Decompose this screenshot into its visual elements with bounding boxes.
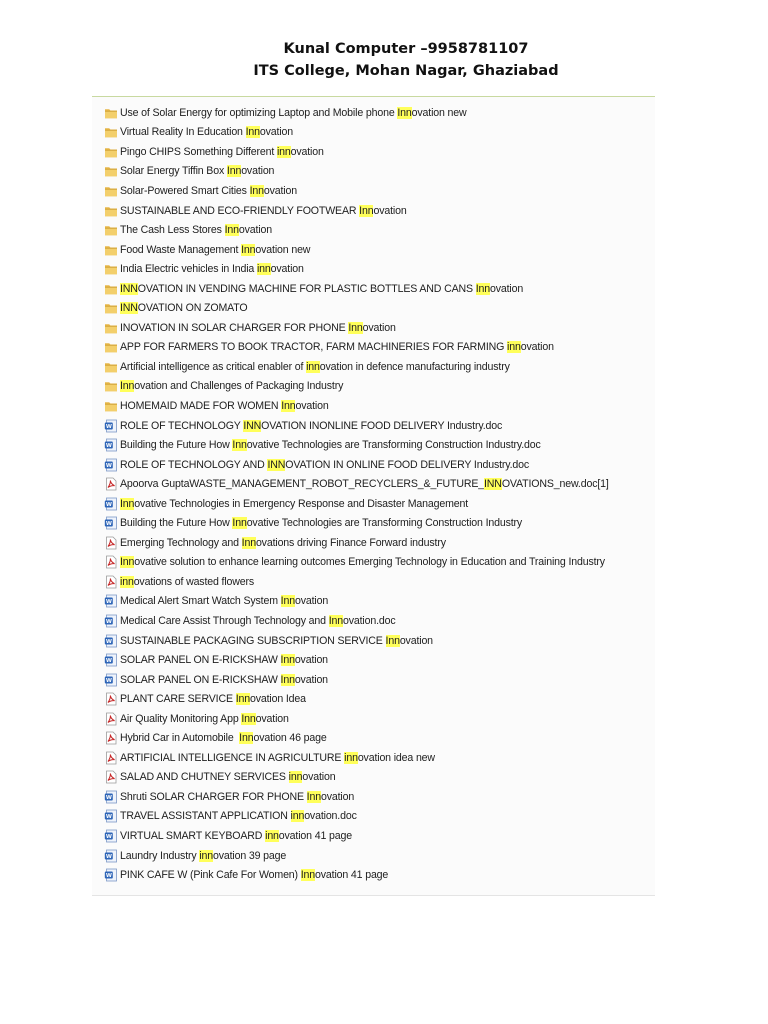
search-match-highlight: Inn: [239, 732, 254, 745]
file-list-item[interactable]: [104, 279, 652, 299]
svg-text:W: W: [105, 599, 112, 606]
file-name-text: ovation: [373, 204, 407, 217]
file-name-text: ovation: [294, 654, 328, 667]
pdf-icon: [104, 692, 118, 706]
file-name-text: ovation and Challenges of Packaging Industry: [134, 380, 344, 393]
search-match-highlight: Inn: [241, 536, 256, 549]
search-match-highlight: INN: [267, 458, 286, 471]
file-name-text: Hybrid Car in Automobile: [120, 732, 240, 745]
file-name-text: SUSTAINABLE AND ECO-FRIENDLY FOOTWEAR: [120, 204, 360, 217]
file-name: [120, 615, 396, 627]
file-list-item[interactable]: [104, 201, 652, 221]
file-name-text: ovation new: [255, 243, 311, 256]
file-name-text: ovation: [255, 712, 289, 725]
word-doc-icon: [104, 594, 118, 608]
folder-icon: [104, 399, 118, 413]
file-name-text: OVATIONS_new.doc[1]: [501, 478, 609, 491]
file-name-text: ovation 41 page: [315, 869, 389, 882]
svg-text:W: W: [105, 795, 112, 802]
svg-text:W: W: [105, 853, 112, 860]
svg-text:W: W: [105, 677, 112, 684]
search-match-highlight: inn: [120, 575, 134, 588]
svg-text:W: W: [105, 658, 112, 665]
file-list-item[interactable]: [104, 338, 652, 358]
file-name: [120, 322, 396, 334]
word-doc-icon: [104, 849, 118, 863]
file-name: [120, 283, 523, 295]
file-name: [120, 224, 272, 236]
file-name-text: SUSTAINABLE PACKAGING SUBSCRIPTION SERVICE: [120, 634, 386, 647]
file-list-item[interactable]: [104, 396, 652, 416]
word-doc-icon: [104, 653, 118, 667]
file-list-item[interactable]: [104, 807, 652, 827]
file-list-item[interactable]: [104, 592, 652, 612]
search-match-highlight: inn: [306, 360, 320, 373]
word-doc-icon: [104, 790, 118, 804]
search-match-highlight: Inn: [241, 712, 256, 725]
file-name-text: SOLAR PANEL ON E-RICKSHAW: [120, 654, 281, 667]
file-name: [120, 830, 352, 842]
pdf-icon: [104, 731, 118, 745]
file-name: [120, 654, 328, 666]
file-name-text: ovation: [294, 673, 328, 686]
file-name-text: ovation.doc: [342, 614, 396, 627]
file-name-text: ROLE OF TECHNOLOGY AND: [120, 458, 268, 471]
file-name-text: Pingo CHIPS Something Different: [120, 145, 277, 158]
file-list-item[interactable]: [104, 670, 652, 690]
file-name-text: OVATION INONLINE FOOD DELIVERY Industry.doc: [261, 419, 503, 432]
search-match-highlight: Inn: [306, 790, 321, 803]
file-name: [120, 302, 247, 314]
file-name-text: SALAD AND CHUTNEY SERVICES: [120, 771, 289, 784]
file-list-item[interactable]: [104, 474, 652, 494]
search-match-highlight: Inn: [348, 321, 363, 334]
document-header: [0, 38, 768, 82]
search-match-highlight: Inn: [120, 556, 135, 569]
file-list-item[interactable]: [104, 709, 652, 729]
file-name-text: ovative Technologies are Transforming Construction Industry: [246, 517, 523, 530]
svg-text:W: W: [105, 619, 112, 626]
file-name: [120, 107, 467, 119]
word-doc-icon: [104, 438, 118, 452]
file-name: [120, 732, 327, 744]
file-name: [120, 595, 328, 607]
search-match-highlight: inn: [507, 341, 521, 354]
file-list-item[interactable]: [104, 650, 652, 670]
search-match-highlight: Inn: [328, 614, 343, 627]
file-list-item[interactable]: [104, 318, 652, 338]
search-match-highlight: INN: [484, 478, 502, 491]
file-name-text: Solar-Powered Smart Cities: [120, 184, 250, 197]
search-match-highlight: inn: [290, 810, 305, 823]
file-name-text: ovative Technologies in Emergency Response and Disaster Management: [134, 497, 469, 510]
svg-text:W: W: [105, 443, 112, 450]
file-name-text: India Electric vehicles in India: [120, 263, 257, 276]
search-match-highlight: Inn: [232, 439, 247, 452]
file-name: [120, 869, 388, 881]
header-line-1: Kunal Computer –9958781107: [283, 41, 529, 57]
pdf-icon: [104, 712, 118, 726]
folder-icon: [104, 379, 118, 393]
file-name: [120, 263, 304, 275]
file-name-text: ovation: [263, 184, 297, 197]
file-name-text: ROLE OF TECHNOLOGY: [120, 419, 244, 432]
file-name-text: HOMEMAID MADE FOR WOMEN: [120, 399, 282, 412]
file-name-text: ovation: [320, 790, 355, 803]
file-name: [120, 810, 357, 822]
folder-icon: [104, 223, 118, 237]
svg-text:W: W: [105, 814, 112, 821]
folder-icon: [104, 145, 118, 159]
file-name-text: VIRTUAL SMART KEYBOARD: [120, 830, 266, 842]
file-name-text: ovation new: [411, 106, 467, 119]
file-name: [120, 361, 510, 373]
search-match-highlight: Inn: [280, 595, 295, 608]
file-name: [120, 791, 354, 803]
file-name: [120, 771, 335, 783]
folder-icon: [104, 360, 118, 374]
file-list-item[interactable]: [104, 513, 652, 533]
search-match-highlight: inn: [276, 145, 291, 158]
file-name: [120, 693, 306, 705]
file-list: [104, 103, 652, 885]
file-name-text: PLANT CARE SERVICE: [120, 693, 236, 706]
folder-icon: [104, 204, 118, 218]
folder-icon: [104, 321, 118, 335]
file-list-item[interactable]: [104, 689, 652, 709]
file-name-text: Medical Care Assist Through Technology and: [120, 614, 329, 627]
search-match-highlight: Inn: [224, 224, 239, 237]
file-name-text: ovation 41 page: [278, 830, 352, 842]
svg-text:W: W: [105, 638, 112, 645]
file-name-text: Virtual Reality In Education: [120, 126, 246, 139]
file-name: [120, 517, 522, 529]
search-match-highlight: Inn: [120, 380, 135, 393]
search-match-highlight: Inn: [235, 693, 250, 706]
folder-icon: [104, 340, 118, 354]
file-name: [120, 205, 407, 217]
svg-text:W: W: [105, 834, 112, 841]
file-name: [120, 244, 310, 256]
file-name-text: Apoorva GuptaWASTE_MANAGEMENT_ROBOT_RECYCLERS_&_FUTURE_: [120, 478, 485, 491]
file-list-item[interactable]: [104, 631, 652, 651]
file-name: [120, 439, 541, 451]
file-name: [120, 185, 297, 197]
word-doc-icon: [104, 634, 118, 648]
file-name-text: Emerging Technology and: [120, 536, 242, 549]
file-name-text: ovation: [302, 771, 336, 784]
search-match-highlight: Inn: [280, 673, 295, 686]
svg-text:W: W: [105, 462, 112, 469]
pdf-icon: [104, 536, 118, 550]
pdf-icon: [104, 555, 118, 569]
file-name: [120, 478, 609, 490]
file-name-text: ovation.doc: [304, 810, 357, 823]
file-name-text: Artificial intelligence as critical enabler of: [120, 360, 307, 373]
file-name-text: ovation Idea: [249, 693, 306, 706]
search-match-highlight: Inn: [280, 654, 295, 667]
file-list-item[interactable]: [104, 611, 652, 631]
file-name: [120, 635, 433, 647]
file-name-text: Solar Energy Tiffin Box: [120, 165, 227, 178]
file-name-text: ovation in defence manufacturing industry: [319, 360, 510, 373]
word-doc-icon: [104, 419, 118, 433]
file-list-item[interactable]: [104, 416, 652, 436]
search-match-highlight: Inn: [241, 243, 256, 256]
file-name: [120, 420, 502, 432]
search-match-highlight: inn: [256, 263, 271, 276]
search-match-highlight: INN: [243, 419, 262, 432]
file-name-text: SOLAR PANEL ON E-RICKSHAW: [120, 673, 281, 686]
file-name-text: INOVATION IN SOLAR CHARGER FOR PHONE: [120, 321, 349, 334]
folder-icon: [104, 106, 118, 120]
file-name-text: ARTIFICIAL INTELLIGENCE IN AGRICULTURE: [120, 751, 345, 764]
file-list-item[interactable]: [104, 162, 652, 182]
file-name: [120, 850, 286, 862]
file-name-text: Air Quality Monitoring App: [120, 712, 242, 725]
file-list-item[interactable]: [104, 533, 652, 553]
file-name-text: ovation: [295, 399, 329, 412]
file-list-item[interactable]: [104, 455, 652, 475]
file-name: [120, 126, 293, 138]
file-name-text: TRAVEL ASSISTANT APPLICATION: [120, 810, 291, 823]
file-name-text: Laundry Industry: [120, 849, 200, 862]
word-doc-icon: [104, 829, 118, 843]
header-line-2: ITS College, Mohan Nagar, Ghaziabad: [253, 63, 559, 79]
file-name-text: Building the Future How: [120, 439, 233, 452]
file-name-text: ovation: [490, 282, 524, 295]
search-match-highlight: Inn: [359, 204, 374, 217]
file-name: [120, 459, 529, 471]
search-match-highlight: Inn: [232, 517, 247, 530]
word-doc-icon: [104, 868, 118, 882]
search-match-highlight: inn: [344, 751, 358, 764]
file-name: [120, 165, 274, 177]
file-name-text: ovation idea new: [357, 751, 435, 764]
search-match-highlight: Inn: [120, 497, 135, 510]
file-name-text: ovative solution to enhance learning outcomes Emerging Technology in Education and Training Industry: [134, 556, 605, 569]
file-list-item[interactable]: [104, 377, 652, 397]
file-list-item[interactable]: [104, 768, 652, 788]
file-name-text: OVATION IN ONLINE FOOD DELIVERY Industry.doc: [285, 458, 530, 471]
file-name-text: PINK CAFE W (Pink Cafe For Women): [120, 869, 301, 882]
file-list-item[interactable]: [104, 729, 652, 749]
search-match-highlight: Inn: [249, 184, 264, 197]
search-match-highlight: Inn: [385, 634, 400, 647]
file-list-item[interactable]: [104, 123, 652, 143]
file-name: [120, 400, 329, 412]
file-list-item[interactable]: [104, 220, 652, 240]
word-doc-icon: [104, 809, 118, 823]
file-list-item[interactable]: [104, 572, 652, 592]
pdf-icon: [104, 770, 118, 784]
file-name-text: ovative Technologies are Transforming Construction Industry.doc: [246, 439, 541, 452]
file-list-item[interactable]: [104, 865, 652, 885]
search-match-highlight: Inn: [281, 399, 296, 412]
file-name: [120, 380, 343, 392]
search-match-highlight: INN: [120, 302, 138, 315]
file-name: [120, 146, 324, 158]
file-name: [120, 752, 435, 764]
search-match-highlight: Inn: [245, 126, 260, 139]
search-match-highlight: inn: [265, 830, 279, 842]
file-list-item[interactable]: [104, 846, 652, 866]
search-match-highlight: inn: [288, 771, 303, 784]
word-doc-icon: [104, 673, 118, 687]
word-doc-icon: [104, 516, 118, 530]
search-match-highlight: inn: [199, 849, 213, 862]
folder-icon: [104, 164, 118, 178]
listing-bottom-border: [92, 895, 655, 896]
file-name-text: ovation 39 page: [213, 849, 287, 862]
file-list-item[interactable]: [104, 826, 652, 846]
file-name-text: ovation: [294, 595, 329, 608]
svg-text:W: W: [105, 423, 112, 430]
file-name-text: ovations of wasted flowers: [133, 575, 255, 588]
folder-icon: [104, 262, 118, 276]
file-list-item[interactable]: [104, 298, 652, 318]
file-name: [120, 341, 554, 353]
pdf-icon: [104, 751, 118, 765]
folder-icon: [104, 125, 118, 139]
file-name-text: OVATION IN VENDING MACHINE FOR PLASTIC BOTTLES AND CANS: [137, 282, 476, 295]
search-match-highlight: Inn: [397, 106, 412, 119]
file-list-item[interactable]: [104, 435, 652, 455]
svg-text:W: W: [105, 501, 112, 508]
file-list-item[interactable]: [104, 259, 652, 279]
folder-icon: [104, 243, 118, 257]
file-name-text: ovation: [290, 145, 324, 158]
word-doc-icon: [104, 458, 118, 472]
file-name-text: Building the Future How: [120, 517, 233, 530]
file-name: [120, 556, 605, 568]
pdf-icon: [104, 477, 118, 491]
file-name-text: APP FOR FARMERS TO BOOK TRACTOR, FARM MACHINERIES FOR FARMING: [120, 341, 508, 354]
file-name: [120, 674, 328, 686]
file-name-text: ovation: [259, 126, 294, 139]
file-list-item[interactable]: [104, 181, 652, 201]
file-name-text: ovation: [399, 634, 433, 647]
file-name-text: Use of Solar Energy for optimizing Laptop and Mobile phone: [120, 106, 398, 119]
file-name-text: ovation: [270, 263, 304, 276]
file-name: [120, 498, 468, 510]
file-name-text: ovation: [241, 165, 275, 178]
search-match-highlight: Inn: [300, 869, 316, 882]
file-name-text: OVATION ON ZOMATO: [137, 302, 248, 315]
file-name-text: ovation: [238, 224, 273, 237]
file-list-item[interactable]: [104, 494, 652, 514]
search-match-highlight: Inn: [226, 165, 242, 178]
file-list-item[interactable]: [104, 787, 652, 807]
file-list-item[interactable]: [104, 357, 652, 377]
svg-text:W: W: [105, 873, 112, 880]
file-name: [120, 537, 446, 549]
file-list-item[interactable]: [104, 142, 652, 162]
file-name-text: Medical Alert Smart Watch System: [120, 595, 281, 608]
folder-icon: [104, 184, 118, 198]
file-name-text: Shruti SOLAR CHARGER FOR PHONE: [120, 790, 307, 803]
folder-icon: [104, 301, 118, 315]
search-match-highlight: Inn: [475, 282, 490, 295]
file-name-text: ovations driving Finance Forward industry: [255, 536, 446, 549]
search-match-highlight: INN: [120, 282, 138, 295]
file-list-item[interactable]: [104, 103, 652, 123]
file-name: [120, 576, 254, 588]
file-list-item[interactable]: [104, 240, 652, 260]
file-name-text: Food Waste Management: [120, 243, 242, 256]
folder-icon: [104, 282, 118, 296]
file-name-text: ovation: [520, 341, 554, 354]
file-list-item[interactable]: [104, 553, 652, 573]
word-doc-icon: [104, 614, 118, 628]
file-list-item[interactable]: [104, 748, 652, 768]
file-name-text: ovation: [362, 321, 396, 334]
file-name: [120, 713, 289, 725]
file-name-text: ovation 46 page: [253, 732, 327, 745]
word-doc-icon: [104, 497, 118, 511]
file-name-text: The Cash Less Stores: [120, 224, 225, 237]
svg-text:W: W: [105, 521, 112, 528]
pdf-icon: [104, 575, 118, 589]
